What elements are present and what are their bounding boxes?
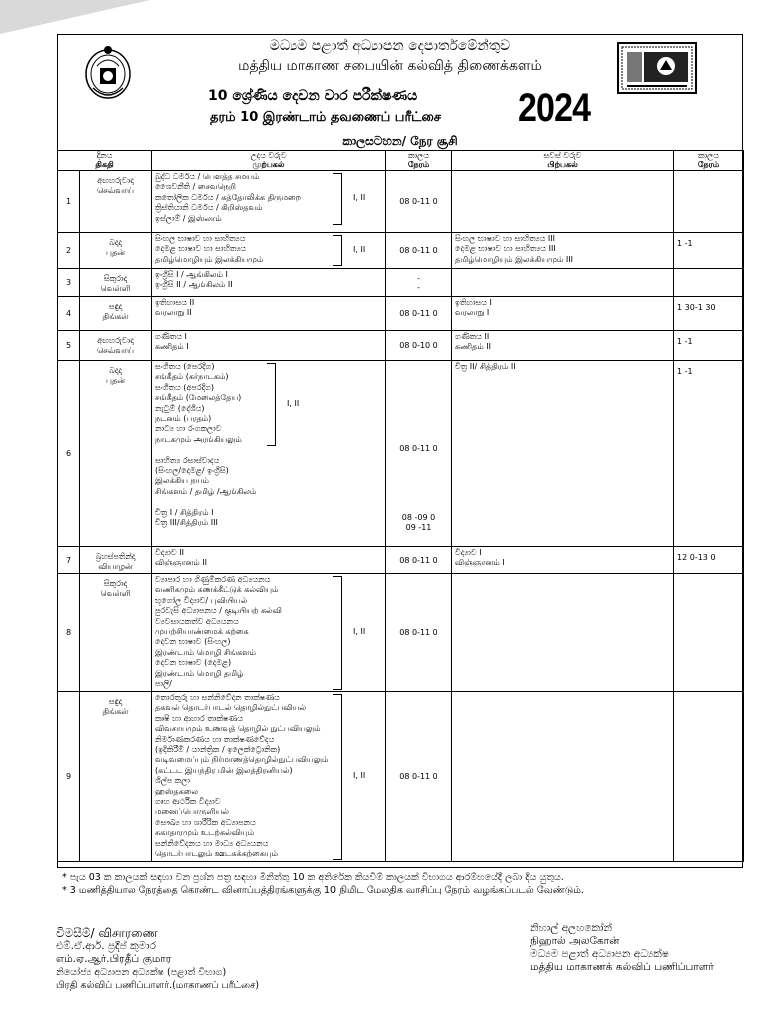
time-value: - - — [417, 273, 420, 292]
subject-line: පාලි/ — [155, 679, 172, 689]
subject-line: சிங்களம் / தமிழ் /ஆங்கிலம் — [155, 486, 257, 496]
row-number: 9 — [58, 692, 80, 862]
row-day — [80, 574, 152, 692]
subject-line: மனைப்பொருளியல் — [155, 807, 229, 817]
subject-line: ඉංග්‍රීසි I / ஆங்கிலம் I — [155, 270, 228, 279]
day-sinhala: බදාදා — [109, 366, 122, 375]
brace-mark — [267, 363, 276, 446]
lion-flag-logo-icon — [617, 42, 697, 94]
time-value-extra: 08 -09 0 09 -11 — [401, 513, 436, 532]
row-day — [80, 547, 152, 574]
day-sinhala: සිකුරාදා — [103, 579, 128, 588]
subject-line: විද්‍යාව I — [455, 548, 482, 557]
morning-subjects — [152, 547, 386, 574]
row-number: 8 — [58, 574, 80, 692]
table-row — [58, 574, 744, 692]
signature-left-line: එම්.ඒ.ආර්. ප්‍රදීප් කුමාර — [56, 940, 156, 952]
subject-line: ஹஸ்தகலை — [155, 786, 198, 796]
subject-line: வரலாறு I — [455, 308, 490, 318]
day-sinhala: සඳුදා — [108, 302, 123, 311]
subject-line: ගණිතය II — [455, 332, 490, 341]
subject-line: ඉතිහාසය II — [155, 298, 195, 307]
afternoon-subjects — [452, 171, 674, 233]
row-day — [80, 361, 152, 547]
subject-line: இரண்டாம் மொழி சிங்களம் — [155, 647, 256, 657]
subject-line: නාට්‍ය හා රංගකලාව — [155, 424, 222, 434]
time-value: 1 -1 — [677, 239, 693, 248]
row-day — [80, 269, 152, 297]
subject-line: நடனம் (பரதம்) — [155, 414, 212, 424]
subject-line: විද්‍යාව II — [155, 548, 184, 557]
subject-line: කෘෂි හා ආහාර තාක්ෂණය — [155, 713, 244, 723]
subject-line: දෙවන භාෂාව (දෙමළ) — [155, 658, 232, 668]
dept-title-tamil: மத்திய மாகாண சபையின் கல்வித் திணைக்களம் — [238, 58, 542, 74]
day-tamil: திங்கள் — [102, 707, 129, 716]
time-value: 08 0-11 0 — [399, 771, 438, 781]
subject-line: ගණිතය I — [155, 332, 187, 341]
subject-line: முயற்சியாண்மைக் கற்கை — [155, 627, 249, 637]
signature-right-line: නිහාල් අලහකෝන් — [530, 922, 612, 934]
subject-line: නිර්මාණකරණය හා තාක්ෂණවේදය — [155, 734, 275, 744]
table-row — [58, 361, 744, 547]
afternoon-subjects — [452, 692, 674, 862]
subject-line: සංගීතය (පෙරදිග) — [155, 362, 215, 371]
day-sinhala: සිකුරාදා — [103, 274, 128, 283]
subject-line: තොරතුරු හා සන්නිවේදන තාක්ෂණය — [155, 693, 280, 702]
day-tamil: வியாழன் — [98, 562, 133, 571]
subject-line: ව්‍යාපාර හා ගිණුම්කරණ අධ්‍යයනය — [155, 575, 271, 584]
subject-line: ක්‍රිස්තියානි ධර්මය / கிறிஸ்தவம் — [155, 203, 263, 213]
signature-left-line: නියෝජ්‍ය අධ්‍යාපන අධ්‍යක්ෂ (පළාත් විභාග) — [56, 967, 227, 978]
afternoon-time — [674, 171, 744, 233]
subject-line: விஞ்ஞானம் I — [455, 558, 505, 568]
table-row — [58, 692, 744, 862]
subject-line: கணிதம் II — [455, 342, 491, 352]
subject-line: භූගෝල විද්‍යාව/ புவியியல் — [155, 595, 248, 605]
day-tamil: திங்கள் — [102, 312, 129, 321]
subject-line: ඉංග්‍රීසි II / ஆங்கிலம் II — [155, 280, 233, 290]
afternoon-subjects — [452, 331, 674, 361]
brace-mark — [333, 576, 342, 690]
signature-left-line: பிரதி கல்விப் பணிப்பாளர்.(மாகாணப் பரீட்சை) — [56, 980, 260, 991]
morning-subjects — [152, 692, 386, 862]
note-item: * පැය 03 ක කාලයක් සඳහා වන ප්‍රශ්න පත්‍ර සඳහා මිනිත්තු 10 ක අතිරේක කියවීම් කාලයක් විභාගය ආරම්භයේදී ලබා දිය යුතුය. — [62, 872, 564, 883]
time-value: 08 0-11 0 — [399, 628, 438, 637]
day-tamil: செவ்வாய் — [97, 186, 135, 195]
afternoon-time — [674, 297, 744, 331]
morning-time — [386, 297, 452, 331]
afternoon-time — [674, 269, 744, 297]
row-day — [80, 692, 152, 862]
morning-time — [386, 269, 452, 297]
subject-line: சங்கீதம் (மேலைத்தேய) — [155, 393, 242, 403]
paper-label: I, II — [353, 244, 366, 254]
subject-line: චිත්‍ර II/ சித்திரம் II — [455, 362, 516, 371]
afternoon-time — [674, 331, 744, 361]
subject-line: කතෝලික ධර්මය / கத்தோலிக்க திருமறை — [155, 192, 302, 202]
afternoon-subjects — [452, 361, 674, 547]
subject-line: ශිල්ප කලා — [155, 776, 191, 786]
subject-line: வரலாறு II — [155, 308, 192, 318]
morning-time — [386, 331, 452, 361]
timetable-label: කාලසටහන/ நேர சூசி — [342, 134, 458, 148]
subject-line: දෙමළ භාෂාව හා සාහිත්‍යය III — [455, 244, 556, 254]
afternoon-subjects — [452, 574, 674, 692]
brace-mark — [333, 173, 342, 225]
subject-line: விவசாயமும் உணவுத் தொழில் நுட்பவியலும் — [155, 724, 321, 734]
col-morning: උදය වරුව முற்பகல் — [152, 151, 386, 171]
morning-subjects — [152, 233, 386, 269]
subject-line: ව්‍යවසායකත්ව අධ්‍යයනය — [155, 616, 239, 626]
day-sinhala: අඟහරුවාදා — [97, 336, 134, 345]
day-tamil: புதன் — [106, 376, 125, 385]
subject-line: චිත්‍ර I / சித்திரம் I — [155, 507, 214, 517]
subject-line: தமிழ்மொழியும் இலக்கியமும் — [155, 254, 264, 264]
afternoon-time — [674, 574, 744, 692]
dept-title-sinhala: මධ්‍යම පළාත් අධ්‍යාපන දෙපාර්තමේන්තුව — [269, 38, 511, 54]
paper-label: I, II — [353, 627, 366, 637]
subject-line: පුරවැසි අධ්‍යාපනය / குடியியற் கல்வி — [155, 606, 282, 616]
subject-line: கணிதம் I — [155, 342, 189, 352]
table-row — [58, 233, 744, 269]
brace-mark — [333, 235, 342, 266]
morning-time — [386, 233, 452, 269]
paper-label: I, II — [353, 771, 366, 781]
day-sinhala: බ්‍රහස්පතින්දා — [95, 552, 136, 561]
row-number: 5 — [58, 331, 80, 361]
paper-label: I, II — [353, 193, 366, 202]
subject-line: (ඉදිකිරීම් / යාන්ත්‍රික / ඉලෙක්ට්‍රොනික) — [155, 745, 281, 755]
subject-line: සංගීතය (අපරදිග) — [155, 382, 215, 392]
day-tamil: வெள்ளி — [100, 284, 131, 293]
morning-time — [386, 361, 452, 547]
signature-right-line: மத்திய மாகாணக் கல்விப் பணிப்பாளர் — [530, 961, 714, 973]
afternoon-subjects — [452, 269, 674, 297]
subject-line: தொடர்பாடலும் ஊடகக்கற்கையும் — [155, 849, 279, 859]
subject-line: இரண்டாம் மொழி தமிழ் — [155, 668, 244, 678]
col-afternoon: සවස් වරුව பிற்பகல் — [452, 151, 674, 171]
exam-year: 2024 — [518, 86, 591, 130]
subject-line: සිංහල භාෂාව හා සාහිත්‍යය III — [455, 234, 556, 243]
time-value: 1 30-1 30 — [677, 303, 716, 312]
row-number: 2 — [58, 233, 80, 269]
table-row — [58, 547, 744, 574]
subject-line: ඉතිහාසය I — [455, 298, 492, 307]
time-value: 08 0-11 0 — [399, 197, 438, 206]
signature-right-line: මධ්‍යම පළාත් අධ්‍යාපන අධ්‍යක්ෂ — [530, 948, 669, 960]
subject-line: இலக்கிய நயம் — [155, 476, 209, 486]
time-value: 08 0-11 0 — [399, 555, 438, 565]
subject-line: தமிழ்மொழியும் இலக்கியமும் III — [455, 254, 573, 264]
col-time2: කාලය நேரம் — [674, 151, 744, 171]
subject-line: සාහිත්‍ය රසාස්වාදය — [155, 455, 220, 465]
afternoon-subjects — [452, 233, 674, 269]
subject-line: සෞඛ්‍ය හා ශාරීරික අධ්‍යාපනය — [155, 817, 256, 827]
subject-line: නැටුම් (දේශීය) — [155, 403, 205, 413]
signature-left-line: විමසීම්/ விசாரணை — [56, 926, 158, 940]
time-value: 1 -1 — [677, 337, 693, 346]
time-value: 08 0-10 0 — [399, 341, 438, 350]
subject-line — [155, 445, 382, 455]
table-row — [58, 171, 744, 233]
subject-line: (கட்டட இயந்திர மின் இலத்திரனியல்) — [155, 765, 293, 775]
table-header-row — [58, 151, 744, 171]
subject-line: සිංහල භාෂාව හා සාහිත්‍යය — [155, 234, 246, 243]
morning-subjects — [152, 297, 386, 331]
exam-title-sinhala: 10 ශ්‍රේණිය දෙවන වාර පරීක්ෂණය — [208, 88, 418, 104]
subject-line: සන්නිවේදනය හා මාධ්‍ය අධ්‍යයනය — [155, 838, 269, 848]
col-time: කාලය நேரம் — [386, 151, 452, 171]
subject-line: தகவல் தொடர்பாடல் தொழில்நுட்பவியல் — [155, 703, 306, 713]
table-row — [58, 269, 744, 297]
subject-line: දෙවන භාෂාව (සිංහල) — [155, 637, 231, 647]
day-sinhala: අඟහරුවාදා — [97, 176, 134, 185]
signature-left — [56, 927, 259, 992]
paper-label: I, II — [287, 398, 300, 408]
day-tamil: புதன் — [106, 248, 125, 257]
row-day — [80, 331, 152, 361]
row-number: 6 — [58, 361, 80, 547]
day-sinhala: බදාදා — [109, 238, 122, 247]
row-number: 3 — [58, 269, 80, 297]
afternoon-subjects — [452, 297, 674, 331]
day-tamil: செவ்வாய் — [97, 346, 135, 355]
subject-line: விஞ்ஞானம் II — [155, 558, 207, 568]
row-day — [80, 297, 152, 331]
morning-subjects — [152, 574, 386, 692]
day-tamil: வெள்ளி — [100, 589, 131, 598]
time-value: 08 0-11 0 — [399, 444, 438, 453]
morning-subjects — [152, 269, 386, 297]
notes — [62, 871, 742, 897]
brace-mark — [333, 694, 342, 860]
subject-line: வணிகமும் கணக்கீட்டுக் கல்வியும் — [155, 585, 279, 595]
time-value: 08 0-11 0 — [399, 309, 438, 318]
row-number: 7 — [58, 547, 80, 574]
day-sinhala: සඳුදා — [108, 697, 123, 706]
col-day: දිනය திகதி — [58, 151, 152, 171]
lion-crest-emblem-icon — [83, 42, 133, 102]
row-number: 1 — [58, 171, 80, 233]
subject-line — [155, 497, 382, 507]
morning-subjects — [152, 361, 386, 547]
table-row — [58, 297, 744, 331]
signature-left-line: எம்.ஏ.ஆர்.பிரதீப் குமார — [56, 953, 172, 965]
morning-time — [386, 574, 452, 692]
row-day — [80, 171, 152, 233]
note-item: * 3 மணித்தியால நேரத்தை கொண்ட வினாப்பத்திரங்களுக்கு 10 நிமிட மேலதிக வாசிப்பு நேரம் வழங்கப்படல் வேண்டும். — [62, 885, 584, 896]
subject-line: சுகாதாரமும் உடற்கல்வியும் — [155, 828, 255, 838]
morning-time — [386, 547, 452, 574]
subject-line: ඉස්ලාම් / இஸ்லாம் — [155, 213, 222, 223]
afternoon-time — [674, 692, 744, 862]
subject-line: நாடகமும் அரங்கியலும் — [155, 434, 242, 444]
signature-right — [530, 922, 714, 974]
time-value: 12 0-13 0 — [677, 553, 716, 562]
subject-line: சங்கீதம் (கர்நாடகம்) — [155, 372, 229, 382]
morning-time — [386, 171, 452, 233]
afternoon-time — [674, 361, 744, 547]
subject-line: (සිංහල/දෙමළ/ ඉංග්‍රීසි) — [155, 466, 229, 476]
subject-line: வடிவமைப்பும் நிர்மாணத்தொழில்நுட்பவியலும் — [155, 755, 329, 765]
afternoon-subjects — [452, 547, 674, 574]
subject-line: දෙමළ භාෂාව හා සාහිත්‍යය — [155, 244, 247, 254]
morning-time — [386, 692, 452, 862]
time-value: 1 -1 — [677, 367, 693, 376]
subject-line: චිත්‍ර III/சித்திரம் III — [155, 518, 218, 528]
subject-line: ශෛවනීති / சைவநெறி — [155, 182, 236, 192]
row-day — [80, 233, 152, 269]
time-value: 08 0-11 0 — [399, 246, 438, 255]
row-number: 4 — [58, 297, 80, 331]
corner-decoration — [0, 0, 150, 34]
morning-subjects — [152, 171, 386, 233]
exam-title-tamil: தரம் 10 இரண்டாம் தவணைப் பரீட்சை — [210, 110, 442, 125]
afternoon-time — [674, 547, 744, 574]
subject-line: ගෘහ ආර්ථික විද්‍යාව — [155, 797, 221, 807]
signature-right-line: நிஹால் அலகோன் — [530, 935, 620, 947]
subject-line: බුද්ධ ධර්මය / பௌத்த சமயம் — [155, 172, 260, 181]
afternoon-time — [674, 233, 744, 269]
morning-subjects — [152, 331, 386, 361]
table-row — [58, 331, 744, 361]
timetable — [57, 150, 744, 862]
